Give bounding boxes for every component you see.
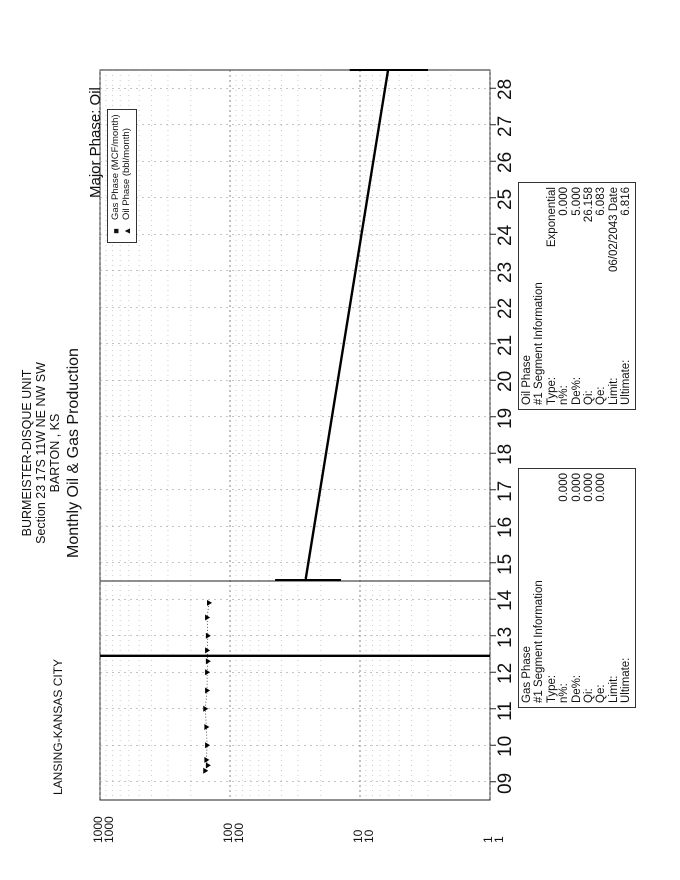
- info-value: Exponential: [545, 187, 558, 248]
- x-tick-label: 20: [495, 371, 516, 393]
- info-label: Type:: [545, 674, 558, 703]
- info-label: De%:: [570, 674, 583, 703]
- oil-data-point: [206, 633, 211, 639]
- y-tick-label: 1000: [102, 816, 116, 843]
- info-value: 0.000: [558, 473, 571, 502]
- info-label: Qi:: [583, 390, 596, 405]
- gas-box-row: [583, 473, 595, 703]
- gas-box-row: [608, 473, 620, 703]
- oil-data-point: [203, 768, 208, 774]
- x-tick-label: 21: [495, 334, 516, 356]
- x-tick-label: 09: [495, 772, 516, 794]
- well-name: BURMEISTER-DISQUE UNIT: [20, 369, 34, 537]
- chart-title: Monthly Oil & Gas Production: [65, 348, 82, 558]
- x-tick-label: 23: [495, 261, 516, 283]
- x-tick-label: 10: [495, 736, 516, 758]
- formation-label: LANSING-KANSAS CITY: [51, 658, 65, 795]
- info-label: Qe:: [595, 684, 608, 703]
- gas-segment-info: [518, 468, 636, 708]
- info-label: Limit:: [607, 377, 620, 405]
- info-value: 26.158: [583, 187, 596, 223]
- oil-data-point: [205, 688, 210, 694]
- gas-box-row: [620, 473, 632, 703]
- info-value: 6.083: [595, 187, 608, 216]
- info-value: 5.000: [570, 187, 583, 216]
- info-label: n%:: [558, 683, 571, 703]
- x-tick-label: 11: [495, 701, 516, 721]
- forecast-decline-line: [306, 70, 388, 579]
- legend-oil-label: Oil Phase (bbl/month): [120, 128, 132, 220]
- info-value: 6.816: [620, 187, 633, 216]
- x-tick-label: 15: [495, 553, 516, 575]
- y-tick-label: 100: [221, 822, 235, 843]
- legend-item-oil: [122, 114, 133, 238]
- oil-box-row: [546, 187, 558, 405]
- gas-box-row: [595, 473, 607, 703]
- major-phase-label: Major Phase: Oil: [87, 87, 104, 198]
- y-tick-label: 1000: [91, 816, 105, 843]
- x-tick-label: 28: [495, 79, 516, 101]
- info-label: Qe:: [595, 386, 608, 405]
- x-tick-label: 14: [495, 590, 516, 612]
- gas-box-heading: Gas Phase: [521, 646, 533, 703]
- oil-box-heading: Oil Phase: [521, 355, 533, 405]
- oil-data-point: [204, 724, 209, 730]
- oil-box-row: [583, 187, 595, 405]
- x-tick-label: 19: [495, 407, 516, 429]
- x-tick-label: 25: [495, 188, 516, 210]
- info-label: Type:: [545, 376, 558, 405]
- x-tick-label: 16: [495, 517, 516, 539]
- info-value: 0.000: [595, 473, 608, 502]
- oil-data-point: [205, 742, 210, 748]
- y-tick-label: 100: [232, 822, 246, 843]
- plot-frame: [100, 70, 490, 800]
- gas-box-row: [546, 473, 558, 703]
- oil-box-row: [608, 187, 620, 405]
- x-tick-label: 18: [495, 444, 516, 466]
- info-label: Qi:: [583, 688, 596, 703]
- well-location: Section 23 17S 11W NE NW SW: [34, 362, 48, 544]
- well-county: BARTON , KS: [48, 413, 62, 493]
- gas-box-subheading: #1 Segment Information: [533, 580, 546, 703]
- square-marker-icon: ■: [111, 228, 122, 234]
- info-label: Ultimate:: [620, 359, 633, 405]
- info-label: Ultimate:: [620, 657, 633, 703]
- legend-gas-label: Gas Phase (MCF/month): [110, 114, 121, 220]
- x-tick-label: 27: [495, 115, 516, 137]
- oil-box-row: [595, 187, 607, 405]
- x-tick-label: 13: [495, 626, 516, 648]
- info-label: De%:: [570, 376, 583, 405]
- x-tick-label: 26: [495, 152, 516, 174]
- oil-box-row: [558, 187, 570, 405]
- info-label: Limit:: [607, 675, 620, 703]
- y-tick-label: 1: [481, 836, 495, 843]
- info-value: 06/02/2043 Date: [607, 187, 620, 273]
- x-tick-label: 22: [495, 298, 516, 320]
- oil-box-subheading: #1 Segment Information: [533, 282, 546, 405]
- oil-data-point: [206, 762, 211, 768]
- gas-box-row: [558, 473, 570, 703]
- oil-data-point: [205, 669, 210, 675]
- oil-data-point: [207, 600, 212, 606]
- y-tick-label: 10: [362, 829, 376, 843]
- gas-box-row: [571, 473, 583, 703]
- x-tick-label: 17: [495, 480, 516, 502]
- x-tick-label: 24: [495, 225, 516, 247]
- info-value: 0.000: [583, 473, 596, 502]
- info-value: 0.000: [570, 473, 583, 502]
- x-tick-label: 12: [495, 663, 516, 685]
- info-value: 0.000: [558, 187, 571, 216]
- info-label: n%:: [558, 385, 571, 405]
- oil-box-row: [620, 187, 632, 405]
- oil-segment-info: [518, 182, 636, 410]
- legend: [107, 109, 137, 243]
- y-tick-label: 1: [492, 836, 506, 843]
- oil-data-point: [206, 658, 211, 664]
- y-tick-label: 10: [351, 829, 365, 843]
- oil-box-row: [571, 187, 583, 405]
- triangle-marker-icon: ▲: [122, 226, 133, 236]
